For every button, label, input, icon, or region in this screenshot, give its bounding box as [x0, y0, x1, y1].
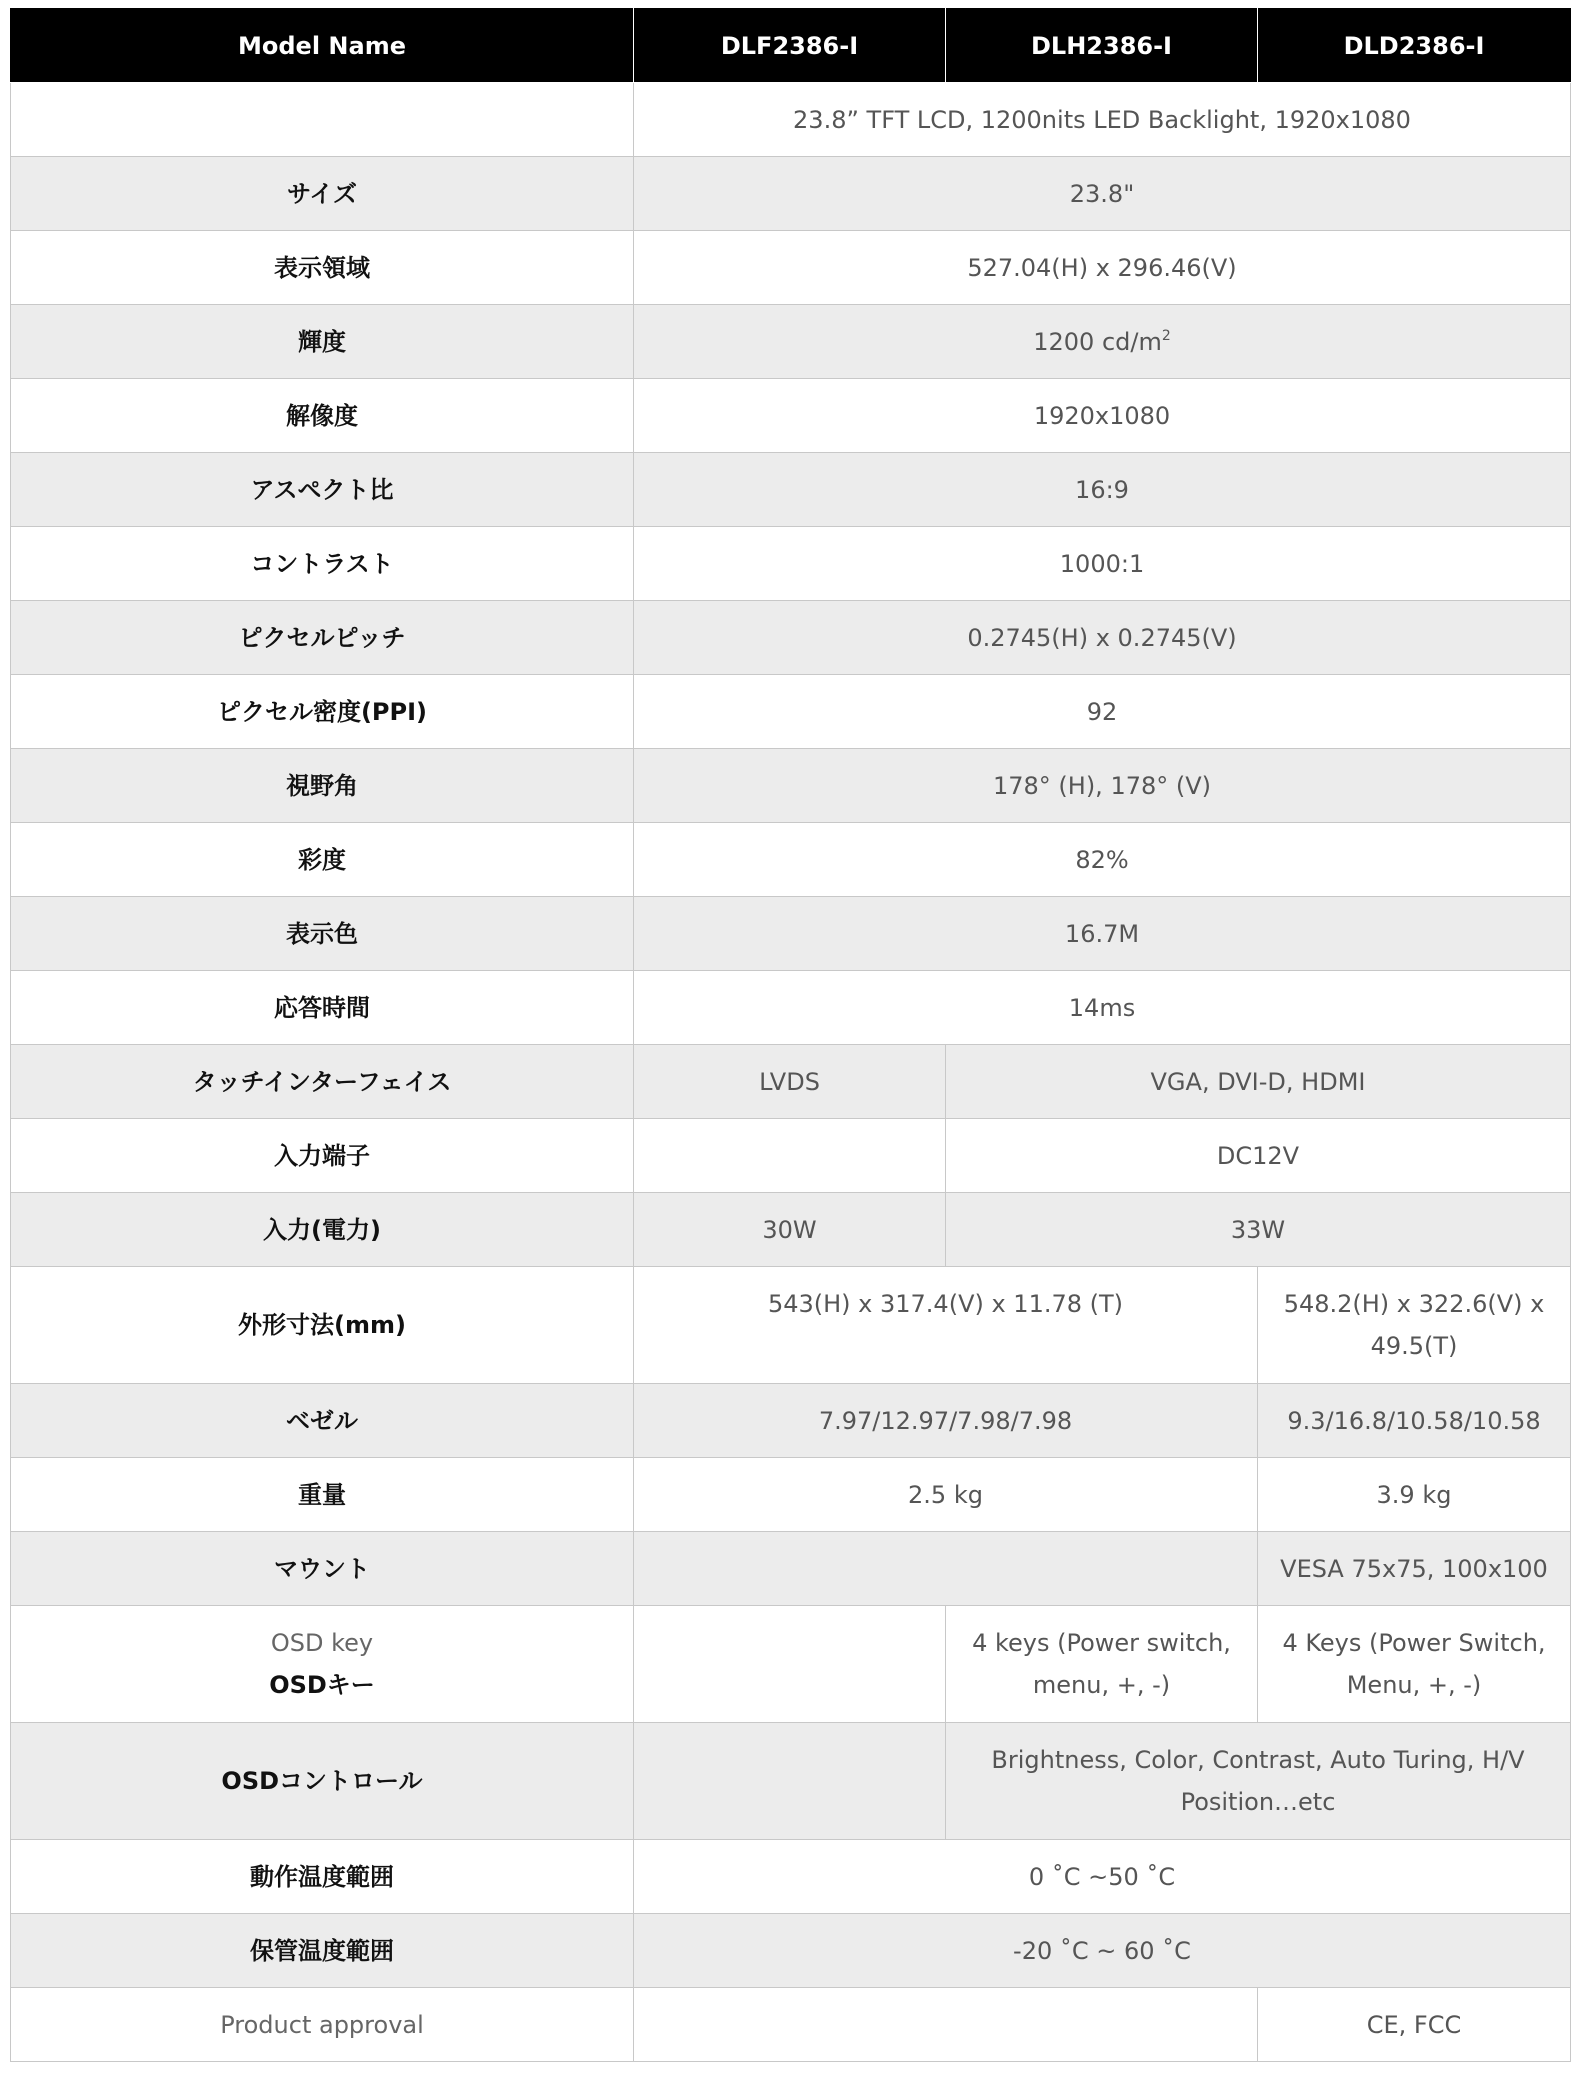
spec-table-body — [11, 83, 1571, 2062]
row-label: 視野角 — [11, 749, 634, 823]
header-row — [11, 9, 1571, 83]
brightness-value: 1200 cd/m — [1033, 327, 1162, 356]
header-model-name: Model Name — [11, 9, 634, 83]
row-value: 16.7M — [634, 897, 1571, 971]
brightness-unit-sup: 2 — [1161, 327, 1171, 344]
row-label: ピクセル密度(PPI) — [11, 675, 634, 749]
row-value: 543(H) x 317.4(V) x 11.78 (T) — [634, 1267, 1258, 1384]
row-value: 4 Keys (Power Switch, Menu, +, -) — [1258, 1606, 1571, 1723]
table-row — [11, 379, 1571, 453]
row-label: 表示色 — [11, 897, 634, 971]
table-row — [11, 971, 1571, 1045]
table-row — [11, 305, 1571, 379]
table-row — [11, 1119, 1571, 1193]
row-label: 表示領域 — [11, 231, 634, 305]
row-value: 7.97/12.97/7.98/7.98 — [634, 1384, 1258, 1458]
spec-table — [10, 8, 1571, 2062]
table-row — [11, 453, 1571, 527]
table-row — [11, 1045, 1571, 1119]
panel-value: 23.8” TFT LCD, 1200nits LED Backlight, 1920x1080 — [634, 83, 1571, 157]
row-value: 0.2745(H) x 0.2745(V) — [634, 601, 1571, 675]
row-label-empty — [11, 83, 634, 157]
table-row — [11, 1840, 1571, 1914]
header-model-dlf2386: DLF2386-I — [634, 9, 946, 83]
table-row — [11, 231, 1571, 305]
table-row — [11, 1267, 1571, 1384]
row-value — [634, 1723, 946, 1840]
row-label-osd-key — [11, 1606, 634, 1723]
row-value: Brightness, Color, Contrast, Auto Turing, H/V Position…etc — [946, 1723, 1571, 1840]
row-value: 14ms — [634, 971, 1571, 1045]
row-label: サイズ — [11, 157, 634, 231]
row-value: 92 — [634, 675, 1571, 749]
row-label: 解像度 — [11, 379, 634, 453]
row-value: 9.3/16.8/10.58/10.58 — [1258, 1384, 1571, 1458]
row-value: 30W — [634, 1193, 946, 1267]
header-model-dld2386: DLD2386-I — [1258, 9, 1571, 83]
row-value: 0 ˚C ~50 ˚C — [634, 1840, 1571, 1914]
row-value: 4 keys (Power switch, menu, +, -) — [946, 1606, 1258, 1723]
table-row — [11, 749, 1571, 823]
table-row — [11, 1914, 1571, 1988]
table-row — [11, 1606, 1571, 1723]
row-value: 33W — [946, 1193, 1571, 1267]
row-value: CE, FCC — [1258, 1988, 1571, 2062]
row-value: 1000:1 — [634, 527, 1571, 601]
table-row — [11, 1723, 1571, 1840]
table-row — [11, 1988, 1571, 2062]
table-row — [11, 1193, 1571, 1267]
row-value: LVDS — [634, 1045, 946, 1119]
row-value — [634, 1606, 946, 1723]
spec-table-container — [10, 8, 1570, 2062]
table-row — [11, 527, 1571, 601]
row-label: 重量 — [11, 1458, 634, 1532]
row-label: 輝度 — [11, 305, 634, 379]
row-label: コントラスト — [11, 527, 634, 601]
row-value — [634, 1119, 946, 1193]
row-value: 2.5 kg — [634, 1458, 1258, 1532]
table-row — [11, 897, 1571, 971]
row-label: 動作温度範囲 — [11, 1840, 634, 1914]
table-row — [11, 1384, 1571, 1458]
row-label: 彩度 — [11, 823, 634, 897]
row-label: 入力端子 — [11, 1119, 634, 1193]
table-row — [11, 1458, 1571, 1532]
table-row — [11, 83, 1571, 157]
row-value — [634, 1988, 1258, 2062]
table-row — [11, 675, 1571, 749]
row-value: VGA, DVI-D, HDMI — [946, 1045, 1571, 1119]
table-row — [11, 601, 1571, 675]
row-label: ベゼル — [11, 1384, 634, 1458]
row-value: 23.8" — [634, 157, 1571, 231]
header-model-dlh2386: DLH2386-I — [946, 9, 1258, 83]
table-row — [11, 157, 1571, 231]
row-value: 548.2(H) x 322.6(V) x 49.5(T) — [1258, 1267, 1571, 1384]
row-value: VESA 75x75, 100x100 — [1258, 1532, 1571, 1606]
row-label: タッチインターフェイス — [11, 1045, 634, 1119]
row-value: 16:9 — [634, 453, 1571, 527]
row-label-en: OSD key — [270, 1629, 374, 1657]
row-label: 応答時間 — [11, 971, 634, 1045]
row-value — [634, 1532, 1258, 1606]
table-row — [11, 823, 1571, 897]
row-label: マウント — [11, 1532, 634, 1606]
row-value: DC12V — [946, 1119, 1571, 1193]
row-value: 82% — [634, 823, 1571, 897]
row-label: 外形寸法(mm) — [11, 1267, 634, 1384]
row-label-ja: OSDキー — [269, 1671, 375, 1699]
table-row — [11, 1532, 1571, 1606]
row-label: OSDコントロール — [11, 1723, 634, 1840]
spec-table-header — [11, 9, 1571, 83]
row-value: 3.9 kg — [1258, 1458, 1571, 1532]
row-label: 保管温度範囲 — [11, 1914, 634, 1988]
row-label: アスペクト比 — [11, 453, 634, 527]
row-label: 入力(電力) — [11, 1193, 634, 1267]
row-value: -20 ˚C ~ 60 ˚C — [634, 1914, 1571, 1988]
row-value: 527.04(H) x 296.46(V) — [634, 231, 1571, 305]
row-label: Product approval — [11, 1988, 634, 2062]
row-value — [634, 305, 1571, 379]
row-label: ピクセルピッチ — [11, 601, 634, 675]
row-value: 178° (H), 178° (V) — [634, 749, 1571, 823]
row-value: 1920x1080 — [634, 379, 1571, 453]
